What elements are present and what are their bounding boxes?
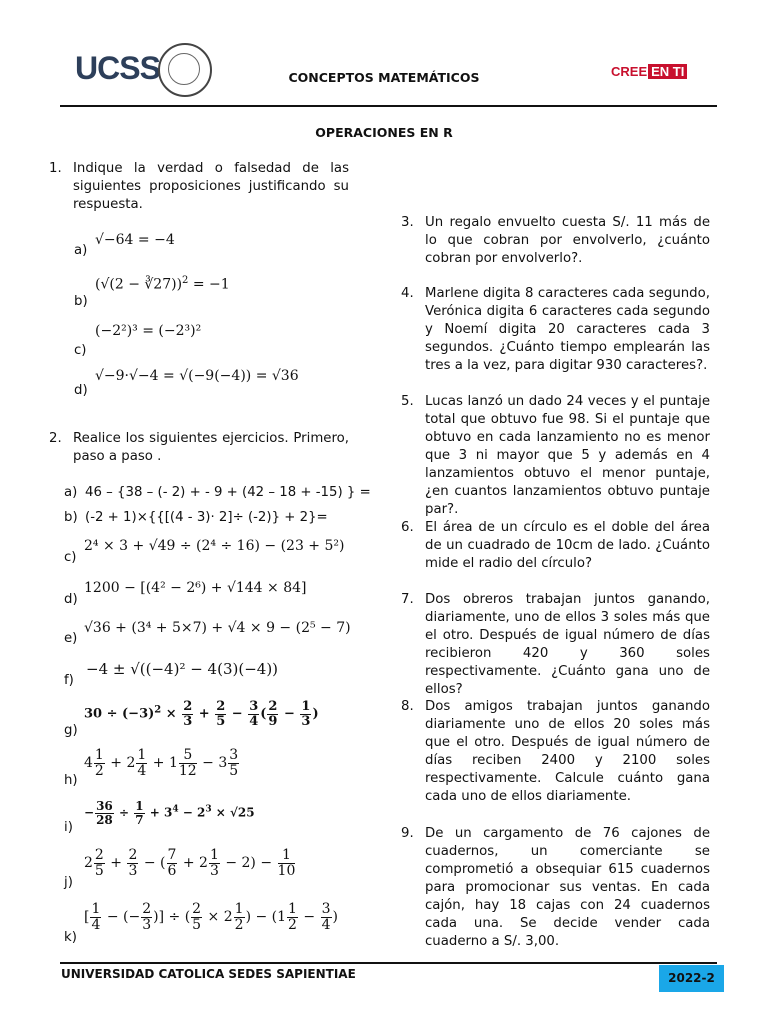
math-expression: (−2²)³ = (−2³)² (95, 323, 202, 339)
math-expression: $30 \div (-3)^2$ × $\frac{2}{3}$ + $\frac{2}{5}$ − $\frac{3}{4}$ ( $\frac{2}{9}$ − $\frac{1}{3}$ ) (84, 699, 319, 729)
question-text: Dos obreros trabajan juntos ganando, diariamente, uno de ellos 3 soles más que el otro. Después de igual número de días recibieron 420 y 360 soles respectivamente. ¿Cuánto gana uno de ellos? (425, 592, 710, 697)
footer-institution: UNIVERSIDAD CATOLICA SEDES SAPIENTIAE (61, 967, 356, 981)
item-label: i) (64, 820, 73, 835)
item-label: f) (64, 673, 74, 688)
document-header-title: CONCEPTOS MATEMÁTICOS (288, 70, 480, 85)
question-number: 8. (401, 699, 414, 714)
question-5 (401, 393, 710, 519)
question-text: De un cargamento de 76 cajones de cuadernos, un comerciante se comprometió a obsequiar 615 cuadernos para promocionar sus ventas. En cada cajón, hay 18 cajas con 24 cuadernos cada una. Se decide vender cada cuaderno a S/. 3,00. (425, 826, 710, 949)
item-label: c) (74, 343, 87, 358)
question-number: 3. (401, 215, 414, 230)
question-7 (401, 591, 710, 699)
brand-en-ti: EN TI (648, 64, 687, 79)
university-logo: UCSS (75, 50, 160, 86)
question-text: Indique la verdad o falsedad de las siguientes proposiciones justificando su respuesta. (73, 161, 349, 212)
math-expression: 4 $\frac{1}{2}$ + 2 $\frac{1}{4}$ + 1 $\frac{5}{12}$ − 3 $\frac{3}{5}$ (84, 747, 239, 779)
question-text: Lucas lanzó un dado 24 veces y el puntaje total que obtuvo fue 98. Si el puntaje que obtuvo en cada lanzamiento no es menor que 3 ni mayor que 5 y además en 4 lanzamientos obtuvo el menor puntaje, ¿en cuantos lanzamientos obtuvo puntaje par?. (425, 394, 710, 517)
question-number: 1. (49, 161, 62, 176)
question-number: 2. (49, 431, 62, 446)
question-text: Realice los siguientes ejercicios. Primero, paso a paso . (73, 431, 349, 464)
math-expression: (-2 + 1)×{{[(4 - 3)· 2]÷ (-2)} + 2}= (85, 510, 328, 525)
question-9 (401, 825, 710, 951)
item-label: c) (64, 550, 77, 565)
term-badge: 2022-2 (659, 965, 724, 992)
math-expression: 46 – {38 – (- 2) + - 9 + (42 – 18 + -15) } = (85, 485, 371, 500)
question-text: Marlene digita 8 caracteres cada segundo, Verónica digita 6 caracteres cada segundo y Noemí digita 20 caracteres cada 3 segundos. ¿Cuánto tiempo emplearán las tres a la vez, para digitar 930 caracteres?. (425, 286, 710, 373)
item-label: k) (64, 930, 77, 945)
item-label: d) (64, 592, 78, 607)
math-expression: 2⁴ × 3 + √49 ÷ (2⁴ ÷ 16) − (23 + 5²) (84, 538, 345, 554)
item-label: h) (64, 773, 78, 788)
item-label: g) (64, 723, 78, 738)
item-label: e) (64, 631, 78, 646)
cree-en-ti-logo (611, 64, 687, 79)
item-label: d) (74, 383, 88, 398)
math-expression: − $\frac{36}{28}$ ÷ $\frac{1}{7}$ + $3^4 - 2^3 \times √25$ (84, 799, 255, 827)
item-label: j) (64, 875, 73, 890)
question-6 (401, 519, 710, 573)
math-expression: [ $\frac{1}{4}$ − (− $\frac{2}{3}$ )] ÷ ( $\frac{2}{5}$ × 2 $\frac{1}{2}$ ) − (1 $\frac{1}{2}$ − $\frac{3}{4}$ ) (84, 901, 338, 933)
math-expression: 1200 − [(4² − 2⁶) + √144 × 84] (84, 580, 307, 596)
math-expression: −4 ± √((−4)² − 4(3)(−4)) (86, 660, 279, 678)
question-text: El área de un círculo es el doble del área de un cuadrado de 10cm de lado. ¿Cuánto mide el radio del círculo? (425, 520, 710, 571)
header-rule (60, 105, 717, 107)
math-expression: √36 + (3⁴ + 5×7) + √4 × 9 − (2⁵ − 7) (84, 620, 351, 636)
brand-cree: CREE (611, 64, 648, 79)
item-label: b) (74, 294, 88, 309)
item-label: b) (64, 510, 78, 525)
question-number: 4. (401, 286, 414, 301)
math-expression: (√(2 − ∛27))$^2$ = −1 (95, 275, 230, 293)
question-3 (401, 214, 710, 268)
math-expression: √−64 = −4 (95, 232, 175, 248)
question-8 (401, 698, 710, 806)
question-text: Un regalo envuelto cuesta S/. 11 más de lo que cobran por envolverlo, ¿cuánto cobran por envolverlo?. (425, 215, 710, 266)
question-4 (401, 285, 710, 375)
item-label: a) (64, 485, 78, 500)
question-number: 6. (401, 520, 414, 535)
question-number: 5. (401, 394, 414, 409)
question-text: Dos amigos trabajan juntos ganando diariamente uno de ellos 20 soles más que el otro. Después de igual número de días reciben 2400 y 2100 soles respectivamente. Calcule cuánto gana cada uno de ellos diariamente. (425, 699, 710, 804)
section-title: OPERACIONES EN R (315, 125, 453, 140)
math-expression: 2 $\frac{2}{5}$ + $\frac{2}{3}$ − ( $\frac{7}{6}$ + 2 $\frac{1}{3}$ − 2) − $\frac{1}{10}$ (84, 847, 296, 879)
question-2 (49, 430, 349, 466)
question-number: 7. (401, 592, 414, 607)
footer-rule (60, 962, 717, 964)
question-1 (49, 160, 349, 214)
question-number: 9. (401, 826, 414, 841)
math-expression: √−9·√−4 = √(−9(−4)) = √36 (95, 368, 299, 384)
item-label: a) (74, 243, 88, 258)
